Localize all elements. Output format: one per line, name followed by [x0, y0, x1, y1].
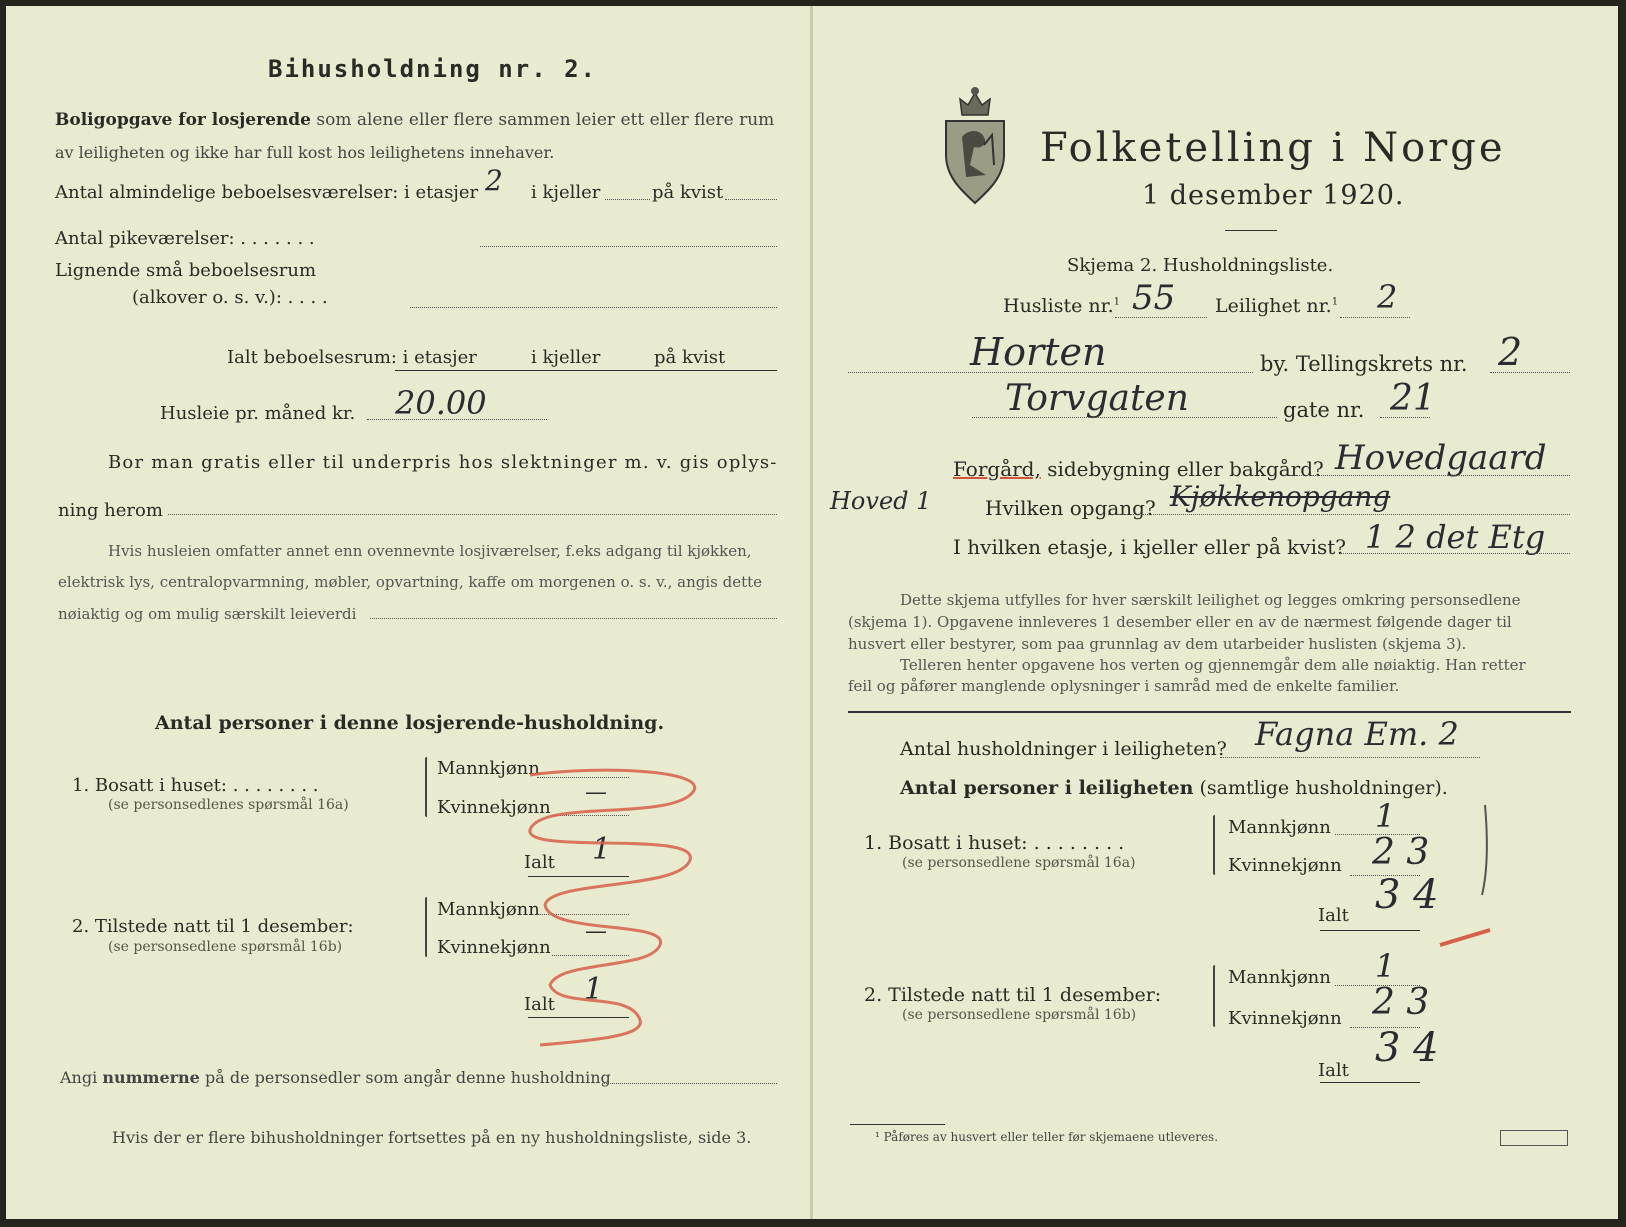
angi-rest: på de personsedler som angår denne husholdning: [204, 1068, 611, 1087]
intro-line2: av leiligheten og ikke har full kost hos leilighetens innehaver.: [55, 143, 555, 162]
husleie-value: 20.00: [395, 384, 487, 422]
right-q1-kvinne-value: 2 3: [1372, 832, 1430, 873]
forgard-value: Hovedgaard: [1335, 438, 1547, 478]
leilighet-label: Leilighet nr.$^1$: [1215, 295, 1339, 317]
city-value: Horten: [970, 330, 1107, 374]
left-q2-sub: (se personsedlene spørsmål 16b): [108, 939, 343, 955]
husleien-line1: Hvis husleien omfatter annet enn ovennevnte losjiværelser, f.eks adgang til kjøkken,: [108, 542, 752, 560]
right-q1-label: 1. Bosatt i huset: . . . . . . . .: [864, 832, 1125, 854]
ialt-label: Ialt beboelsesrum: i etasjer: [227, 347, 477, 368]
husleien-line3: nøiaktig og om mulig særskilt leieverdi: [58, 605, 357, 623]
leilighet-value: 2: [1377, 278, 1398, 316]
info-line4: Telleren henter opgavene hos verten og gjennemgår dem alle nøiaktig. Han retter: [900, 656, 1526, 674]
rooms-kjeller: i kjeller: [531, 182, 601, 203]
left-persons-heading: Antal personer i denne losjerende-husholdning.: [155, 712, 665, 734]
by-label: by. Tellingskrets nr.: [1260, 352, 1468, 376]
husliste-value: 55: [1132, 278, 1176, 318]
hush-question: Antal husholdninger i leiligheten?: [900, 738, 1227, 760]
right-date: 1 desember 1920.: [1142, 180, 1405, 211]
left-q2-label: 2. Tilstede natt til 1 desember:: [72, 916, 354, 937]
right-q1-ialt-value: 3 4: [1375, 872, 1439, 918]
left-q2-kvinne-label: Kvinnekjønn: [437, 937, 551, 958]
right-q2-label: 2. Tilstede natt til 1 desember:: [864, 984, 1162, 1006]
right-q1-sub: (se personsedlene spørsmål 16a): [902, 855, 1136, 871]
right-q1-mann-label: Mannkjønn: [1228, 817, 1331, 838]
right-q2-mann-value: 1: [1375, 947, 1396, 985]
left-q1-label: 1. Bosatt i huset: . . . . . . . .: [72, 775, 319, 796]
info-line2: (skjema 1). Opgavene innleveres 1 desember eller en av de nærmest følgende dager til: [848, 613, 1512, 631]
krets-value: 2: [1498, 330, 1523, 374]
husleien-line2: elektrisk lys, centralopvarmning, møbler, opvartning, kaffe om morgenen o. s. v., angis dette: [58, 573, 763, 591]
left-q2-kvinne-value: —: [585, 919, 607, 944]
etasje-value: 1 2 det Etg: [1365, 518, 1546, 556]
lignende-label2: (alkover o. s. v.): . . . .: [132, 287, 328, 308]
lignende-label1: Lignende små beboelsesrum: [55, 260, 317, 281]
right-q2-sub: (se personsedlene spørsmål 16b): [902, 1007, 1137, 1023]
hush-value: Fagna Em. 2: [1255, 715, 1459, 753]
opgang-value: Kjøkkenopgang: [1170, 480, 1391, 513]
right-q1-mann-value: 1: [1375, 797, 1396, 835]
left-q1-ialt-value: 1: [592, 832, 612, 867]
right-q1-kvinne-label: Kvinnekjønn: [1228, 855, 1342, 876]
left-q2-ialt-label: Ialt: [524, 994, 555, 1015]
etasje-question: I hvilken etasje, i kjeller eller på kvist?: [953, 535, 1346, 559]
gratis-line1: Bor man gratis eller til underpris hos slektninger m. v. gis oplys-: [108, 452, 778, 473]
right-persons-bold: Antal personer i leiligheten: [900, 777, 1194, 799]
left-q1-sub: (se personsedlenes spørsmål 16a): [108, 797, 349, 813]
left-q1-mann-label: Mannkjønn: [437, 758, 540, 779]
right-q2-kvinne-value: 2 3: [1372, 982, 1430, 1023]
pike-label: Antal pikeværelser: . . . . . . .: [55, 228, 315, 249]
angi-bold: nummerne: [102, 1068, 200, 1087]
husliste-label: Husliste nr.$^1$: [1003, 295, 1121, 317]
info-line5: feil og påfører manglende oplysninger i samråd med de enkelte familier.: [848, 677, 1400, 695]
left-title: Bihusholdning nr. 2.: [268, 55, 597, 83]
right-q2-ialt-label: Ialt: [1318, 1060, 1349, 1081]
rooms-etasjer-value: 2: [485, 164, 503, 197]
ialt-kjeller: i kjeller: [531, 347, 601, 368]
right-q2-mann-label: Mannkjønn: [1228, 967, 1331, 988]
ialt-kvist: på kvist: [654, 347, 726, 368]
intro-rest: som alene eller flere sammen leier ett eller flere rum: [316, 110, 775, 130]
rooms-kvist: på kvist: [652, 182, 724, 203]
gate-label: gate nr.: [1283, 398, 1365, 422]
right-persons-rest: (samtlige husholdninger).: [1199, 777, 1448, 799]
opgang-margin-note: Hoved 1: [830, 487, 932, 515]
left-q1-kvinne-value: —: [585, 780, 607, 805]
right-q2-ialt-value: 3 4: [1375, 1025, 1439, 1071]
husleie-label: Husleie pr. måned kr.: [160, 403, 356, 424]
right-title: Folketelling i Norge: [1040, 125, 1506, 171]
gate-value: 21: [1390, 378, 1436, 419]
left-q2-mann-label: Mannkjønn: [437, 899, 540, 920]
rooms-label: Antal almindelige beboelsesværelser: i etasjer: [55, 182, 479, 203]
angi-pre: Angi: [60, 1068, 98, 1087]
right-q1-ialt-label: Ialt: [1318, 905, 1349, 926]
intro-bold: Boligopgave for losjerende: [55, 110, 311, 130]
street-value: Torvgaten: [1005, 378, 1189, 419]
left-footer: Hvis der er flere bihusholdninger fortsettes på en ny husholdningsliste, side 3.: [112, 1128, 752, 1147]
right-q2-kvinne-label: Kvinnekjønn: [1228, 1008, 1342, 1029]
left-q1-kvinne-label: Kvinnekjønn: [437, 797, 551, 818]
left-q2-ialt-value: 1: [584, 972, 604, 1007]
gratis-line2: ning herom: [58, 500, 163, 521]
right-schema: Skjema 2. Husholdningsliste.: [1067, 255, 1334, 276]
info-line1: Dette skjema utfylles for hver særskilt leilighet og legges omkring personsedlene: [900, 591, 1521, 609]
forgard-word: Forgård,: [953, 457, 1041, 481]
info-line3: husvert eller bestyrer, som paa grunnlag av dem utarbeider huslisten (skjema 3).: [848, 635, 1467, 653]
left-q1-ialt-label: Ialt: [524, 852, 555, 873]
right-footnote: ¹ Påføres av husvert eller teller før skjemaene utleveres.: [875, 1130, 1219, 1144]
forgard-question: sidebygning eller bakgård?: [1047, 457, 1324, 481]
opgang-question: Hvilken opgang?: [985, 496, 1156, 520]
